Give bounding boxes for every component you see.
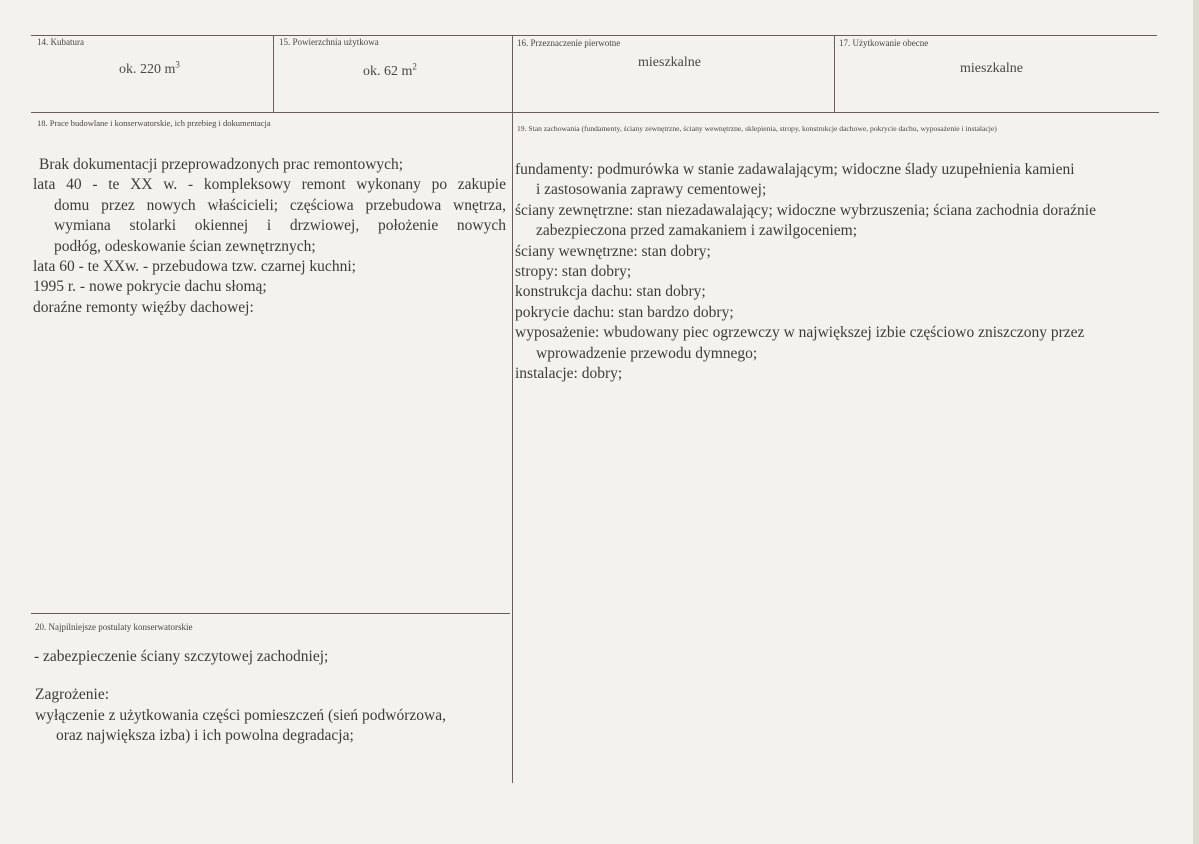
postulaty-text <box>34 647 508 747</box>
postulaty-label: 20. Najpilniejsze postulaty konserwatorskie <box>35 622 193 632</box>
prace-line: lata 60 - te XXw. - przebudowa tzw. czarnej kuchni; <box>33 258 356 276</box>
powierzchnia-value-text: ok. 62 m <box>363 64 413 79</box>
section-divider-postulaty <box>31 613 510 614</box>
uzytkowanie-label: 17. Użytkowanie obecne <box>839 38 929 48</box>
kubatura-value <box>119 59 180 78</box>
powierzchnia-label: 15. Powierzchnia użytkowa <box>279 37 379 47</box>
stan-line: ściany zewnętrzne: stan niezadawalający; widoczne wybrzuszenia; ściana zachodnia doraźnie <box>515 201 1096 219</box>
przeznaczenie-value: mieszkalne <box>638 55 701 70</box>
kubatura-value-text: ok. 220 m <box>119 62 176 77</box>
stan-line: stropy: stan dobry; <box>515 263 632 281</box>
prace-line: wymiana stolarki okiennej i drzwiowej, położenie nowych <box>54 217 506 235</box>
prace-line: 1995 r. - nowe pokrycie dachu słomą; <box>33 278 267 296</box>
prace-line: podłóg, odeskowanie ścian zewnętrznych; <box>54 237 316 255</box>
col-divider-3 <box>834 35 835 113</box>
powierzchnia-unit-exponent: 2 <box>412 61 417 72</box>
uzytkowanie-value: mieszkalne <box>960 61 1023 76</box>
row-divider-top <box>31 112 1159 113</box>
top-border <box>31 35 1157 36</box>
postulaty-spacer <box>34 667 508 685</box>
prace-line: doraźne remonty więźby dachowej: <box>33 298 254 316</box>
stan-line: fundamenty: podmurówka w stanie zadawalającym; widoczne ślady uzupełnienia kamieni <box>515 161 1075 178</box>
powierzchnia-value <box>363 61 417 80</box>
stan-line: pokrycie dachu: stan bardzo dobry; <box>515 303 734 321</box>
paper-edge <box>1193 0 1199 844</box>
col-divider-1 <box>273 35 274 113</box>
prace-label: 18. Prace budowlane i konserwatorskie, ich przebieg i dokumentacja <box>37 118 271 128</box>
stan-line: i zastosowania zaprawy cementowej; <box>536 181 767 199</box>
stan-line: wprowadzenie przewodu dymnego; <box>536 344 758 362</box>
stan-line: ściany wewnętrzne: stan dobry; <box>515 242 711 260</box>
kubatura-label: 14. Kubatura <box>37 37 84 47</box>
prace-text <box>33 155 506 318</box>
zagrozenie-title: Zagrożenie: <box>35 686 110 704</box>
stan-line: wyposażenie: wbudowany piec ogrzewczy w największej izbie częściowo zniszczony przez <box>515 324 1085 342</box>
prace-line: Brak dokumentacji przeprowadzonych prac remontowych; <box>39 156 404 173</box>
zagrozenie-line: wyłączenie z użytkowania części pomieszczeń (sień podwórzowa, <box>35 706 446 724</box>
stan-label: 19. Stan zachowania (fundamenty, ściany zewnętrzne, ściany wewnętrzne, sklepienia, stropy, konstrukcje dachowe, pokrycie dachu, wyposażenie i instalacje) <box>517 124 997 133</box>
stan-line: zabezpieczona przed zamakaniem i zawilgoceniem; <box>536 222 858 240</box>
prace-line: lata 40 - te XX w. - kompleksowy remont wykonany po zakupie <box>33 176 506 194</box>
kubatura-unit-exponent: 3 <box>175 59 180 70</box>
przeznaczenie-label: 16. Przeznaczenie pierwotne <box>517 38 621 48</box>
stan-text <box>515 160 1155 384</box>
postulaty-line: - zabezpieczenie ściany szczytowej zachodniej; <box>34 648 329 665</box>
prace-line: domu przez nowych właścicieli; częściowa przebudowa wnętrza, <box>54 196 506 214</box>
stan-line: instalacje: dobry; <box>515 365 623 383</box>
col-divider-2 <box>512 35 513 783</box>
stan-line: konstrukcja dachu: stan dobry; <box>515 283 706 301</box>
zagrozenie-line: oraz największa izba) i ich powolna degradacja; <box>56 727 354 745</box>
